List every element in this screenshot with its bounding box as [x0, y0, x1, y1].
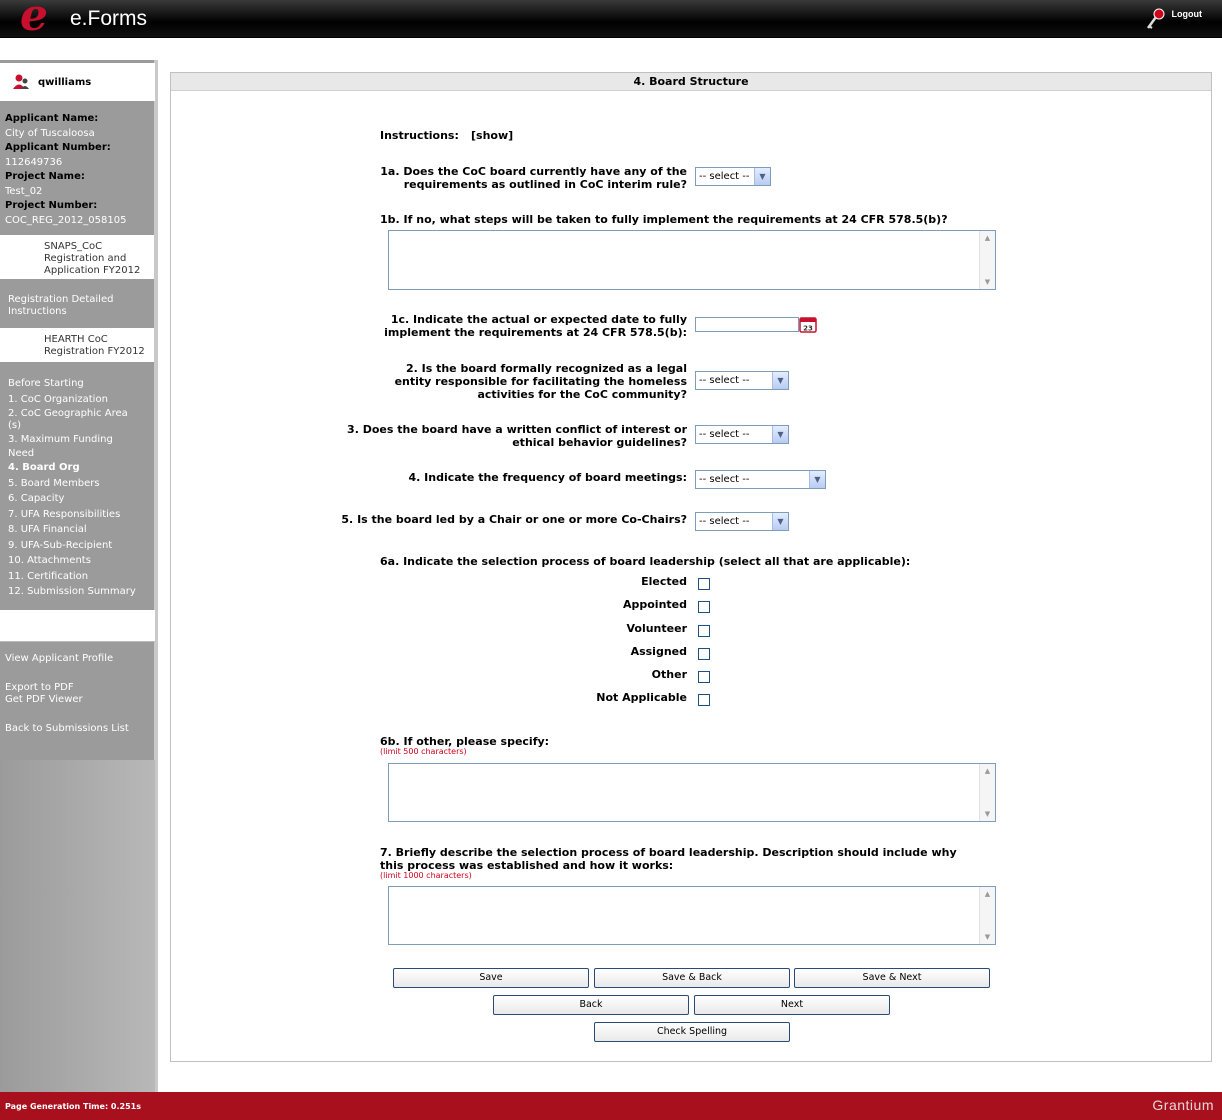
q2-select[interactable]	[695, 371, 789, 390]
form-snaps-line3: Application FY2012	[44, 265, 141, 276]
q7-line2: this process was established and how it works:	[380, 859, 674, 872]
page-title: 4. Board Structure	[171, 73, 1211, 91]
user-icon	[12, 74, 30, 90]
q2-line1: 2. Is the board formally recognized as a legal	[405, 362, 687, 375]
applicant-info	[5, 112, 126, 228]
registration-instructions-link[interactable]	[8, 294, 113, 318]
q5-label: 5. Is the board led by a Chair or one or more Co-Chairs?	[341, 513, 687, 526]
back-to-submissions-link[interactable]: Back to Submissions List	[5, 723, 129, 734]
scroll-up-icon[interactable]: ▲	[984, 890, 991, 898]
key-icon	[1144, 6, 1166, 32]
applicant-number-label: Applicant Number:	[5, 142, 111, 153]
form-hearth-coc[interactable]	[0, 328, 155, 362]
checkbox-elected[interactable]	[698, 578, 710, 590]
q1a-label	[321, 165, 687, 191]
checkbox-other[interactable]	[698, 671, 710, 683]
q3-line2: ethical behavior guidelines?	[512, 436, 687, 449]
nav-submission-summary[interactable]: 12. Submission Summary	[8, 586, 136, 597]
nav-board-org[interactable]: 4. Board Org	[8, 462, 80, 473]
next-button[interactable]: Next	[694, 995, 890, 1015]
q6b-textarea[interactable]	[388, 763, 996, 822]
form-panel	[170, 72, 1212, 1062]
q7-label	[380, 846, 957, 872]
save-back-button[interactable]: Save & Back	[594, 968, 790, 988]
user-badge	[0, 63, 155, 101]
q6b-label: 6b. If other, please specify:	[380, 735, 550, 748]
registration-instructions-line1: Registration Detailed	[8, 294, 114, 305]
q2-line3: activities for the CoC community?	[477, 388, 687, 401]
sidebar-fade	[0, 760, 155, 1092]
app-title: e.Forms	[70, 7, 148, 30]
q1c-label	[321, 313, 687, 339]
instructions-show-link[interactable]: [show]	[471, 129, 514, 142]
checkbox-not-applicable[interactable]	[698, 694, 710, 706]
nav-before-starting[interactable]: Before Starting	[8, 378, 84, 389]
chevron-down-icon: ▼	[809, 471, 825, 488]
project-number-label: Project Number:	[5, 200, 98, 211]
nav-geographic-area-cont[interactable]: (s)	[8, 420, 22, 431]
q2-line2: entity responsible for facilitating the homeless	[394, 375, 687, 388]
nav-certification[interactable]: 11. Certification	[8, 570, 89, 582]
logout-label: Logout	[1171, 9, 1202, 19]
view-applicant-profile-link[interactable]: View Applicant Profile	[5, 653, 114, 664]
scroll-down-icon[interactable]: ▼	[984, 933, 991, 941]
checkbox-appointed[interactable]	[698, 601, 710, 613]
form-snaps-line2: Registration and	[44, 253, 127, 264]
registration-instructions-line2: Instructions	[8, 306, 67, 317]
chevron-down-icon: ▼	[754, 168, 770, 185]
q1a-line1: 1a. Does the CoC board currently have any of the	[380, 165, 687, 178]
q6b-scrollbar[interactable]	[979, 764, 995, 821]
scroll-down-icon[interactable]: ▼	[984, 278, 991, 286]
q2-label	[321, 362, 687, 401]
form-snaps-line1: SNAPS_CoC	[44, 241, 103, 252]
nav-max-funding[interactable]: 3. Maximum Funding	[8, 434, 113, 445]
nav-ufa-financial[interactable]: 8. UFA Financial	[8, 524, 87, 535]
q3-line1: 3. Does the board have a written conflict of interest or	[347, 423, 687, 436]
q1b-label: 1b. If no, what steps will be taken to fully implement the requirements at 24 CFR 578.5(b)?	[380, 213, 948, 226]
nav-ufa-sub-recipient[interactable]: 9. UFA-Sub-Recipient	[8, 539, 113, 551]
q1c-line2: implement the requirements at 24 CFR 578.5(b):	[384, 326, 687, 339]
checkbox-volunteer[interactable]	[698, 625, 710, 637]
applicant-name-label: Applicant Name:	[5, 113, 99, 124]
app-header	[0, 0, 1222, 41]
q5-select[interactable]	[695, 512, 789, 531]
q7-line1: 7. Briefly describe the selection process of board leadership. Description should include why	[380, 846, 957, 859]
q1c-date-input[interactable]	[695, 317, 799, 332]
q3-select[interactable]	[695, 425, 789, 444]
q1b-textarea[interactable]	[388, 230, 996, 290]
applicant-number: 112649736	[5, 156, 63, 168]
q5-select-value: -- select --	[699, 516, 750, 527]
checkbox-label-elected: Elected	[641, 575, 687, 588]
nav-max-funding-cont[interactable]: Need	[8, 448, 35, 459]
calendar-icon-day: 23	[803, 324, 813, 333]
q4-label: 4. Indicate the frequency of board meetings:	[408, 471, 687, 484]
logout-button[interactable]	[1144, 6, 1203, 32]
nav-capacity[interactable]: 6. Capacity	[8, 493, 65, 504]
q4-select[interactable]	[695, 470, 826, 489]
q1c-line1: 1c. Indicate the actual or expected date to fully	[390, 313, 687, 326]
form-snaps-coc[interactable]	[0, 235, 155, 279]
save-next-button[interactable]: Save & Next	[794, 968, 990, 988]
scroll-up-icon[interactable]: ▲	[984, 767, 991, 775]
instructions-label: Instructions:	[380, 129, 459, 142]
page-footer	[0, 1092, 1222, 1120]
q6b-limit: (limit 500 characters)	[380, 747, 467, 756]
chevron-down-icon: ▼	[772, 372, 788, 389]
q7-scrollbar[interactable]	[979, 887, 995, 944]
nav-coc-organization[interactable]: 1. CoC Organization	[8, 393, 108, 405]
q7-limit: (limit 1000 characters)	[380, 871, 472, 880]
project-number: COC_REG_2012_058105	[5, 214, 127, 226]
check-spelling-button[interactable]: Check Spelling	[594, 1022, 790, 1042]
checkbox-label-appointed: Appointed	[622, 598, 687, 611]
project-name: Test_02	[5, 185, 43, 197]
q1a-select-value: -- select --	[699, 171, 750, 182]
sidebar-blank-panel	[0, 610, 155, 642]
q1b-scrollbar[interactable]	[979, 231, 995, 289]
project-name-label: Project Name:	[5, 171, 85, 182]
checkbox-label-volunteer: Volunteer	[626, 622, 687, 635]
sidebar	[0, 60, 158, 1092]
username: qwilliams	[38, 76, 92, 88]
nav-geographic-area[interactable]: 2. CoC Geographic Area	[8, 408, 128, 419]
eforms-logo: e	[20, 0, 48, 41]
grantium-logo: Grantium	[1152, 1097, 1214, 1113]
q2-select-value: -- select --	[699, 375, 750, 386]
calendar-icon[interactable]	[799, 316, 817, 333]
nav-ufa-responsibilities[interactable]: 7. UFA Responsibilities	[8, 508, 121, 520]
export-pdf-link[interactable]: Export to PDF	[5, 682, 74, 693]
q6a-label: 6a. Indicate the selection process of board leadership (select all that are applicable):	[380, 555, 911, 568]
q7-textarea[interactable]	[388, 886, 996, 945]
q3-select-value: -- select --	[699, 429, 750, 440]
chevron-down-icon: ▼	[772, 426, 788, 443]
form-hearth-line1: HEARTH CoC	[44, 334, 108, 345]
applicant-name: City of Tuscaloosa	[5, 127, 95, 139]
get-pdf-viewer-link[interactable]: Get PDF Viewer	[5, 694, 83, 705]
checkbox-label-other: Other	[651, 668, 687, 681]
q1a-line2: requirements as outlined in CoC interim rule?	[403, 178, 687, 191]
back-button[interactable]: Back	[493, 995, 689, 1015]
form-hearth-line2: Registration FY2012	[44, 346, 145, 357]
form-nav	[8, 376, 136, 600]
scroll-down-icon[interactable]: ▼	[984, 810, 991, 818]
q1a-select[interactable]	[695, 167, 771, 186]
page-generation-time: Page Generation Time: 0.251s	[5, 1102, 141, 1111]
nav-board-members[interactable]: 5. Board Members	[8, 477, 100, 489]
checkbox-label-assigned: Assigned	[630, 645, 687, 658]
scroll-up-icon[interactable]: ▲	[984, 234, 991, 242]
q4-select-value: -- select --	[699, 474, 750, 485]
checkbox-label-not-applicable: Not Applicable	[596, 691, 687, 704]
save-button[interactable]: Save	[393, 968, 589, 988]
q3-label	[271, 423, 687, 449]
nav-attachments[interactable]: 10. Attachments	[8, 555, 91, 566]
checkbox-assigned[interactable]	[698, 648, 710, 660]
chevron-down-icon: ▼	[772, 513, 788, 530]
